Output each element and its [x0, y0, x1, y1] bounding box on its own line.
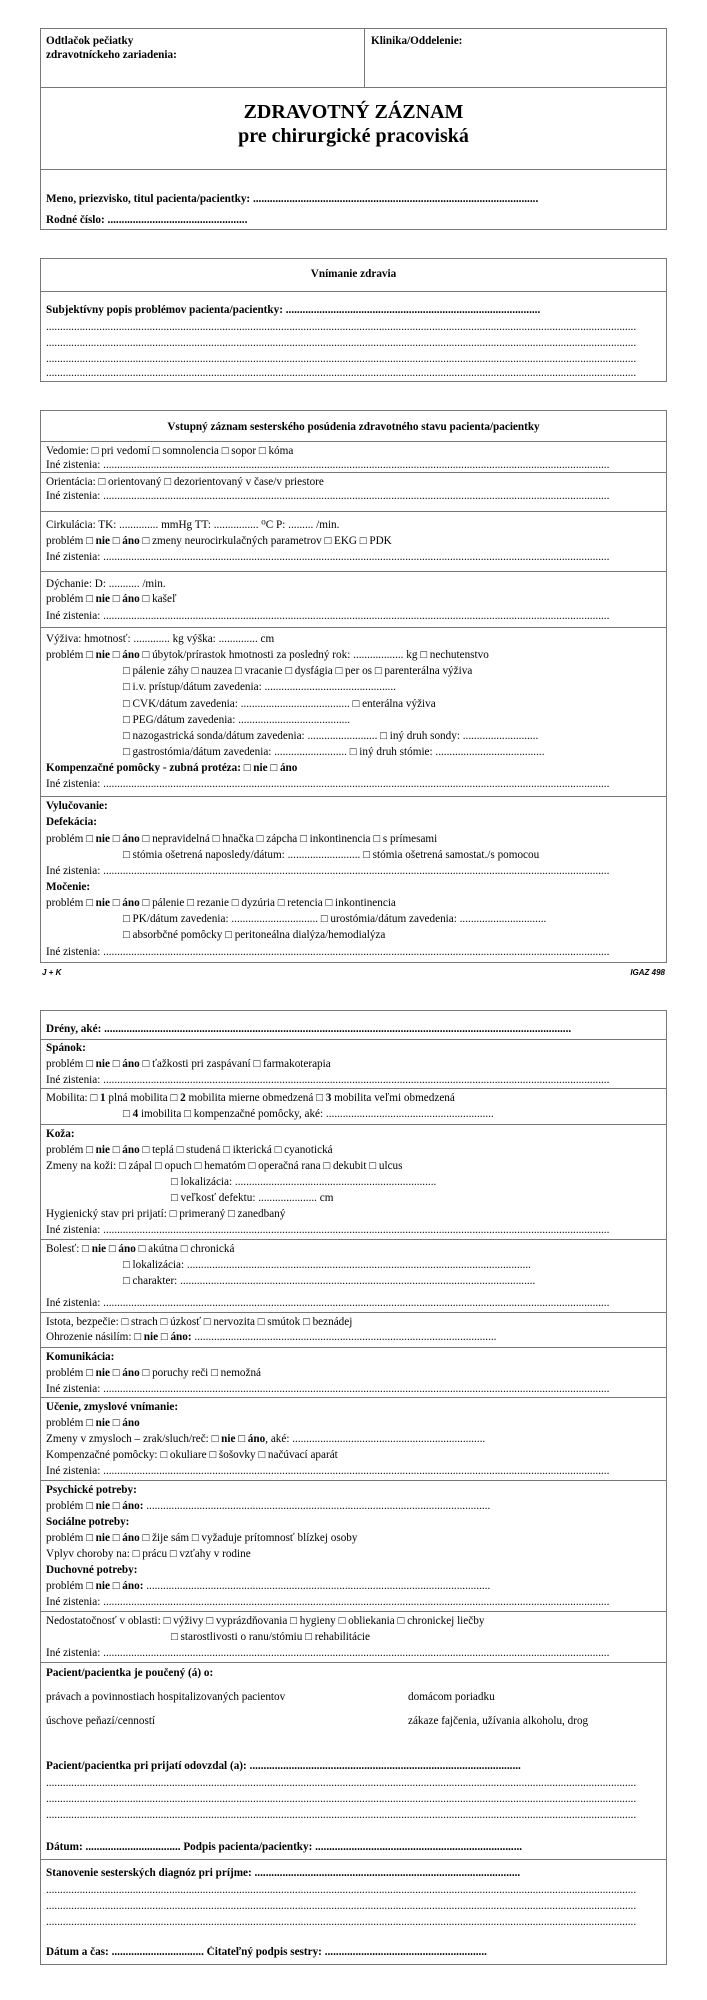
psych-heading: Psychické potreby: [46, 1484, 137, 1496]
assessment-block [40, 410, 667, 963]
istota-row[interactable]: Istota, bezpečie: □ strach □ úzkosť □ nervozita □ smútok □ beznádej [46, 1316, 353, 1328]
date-signature-row[interactable]: Dátum: .................................. Podpis pacienta/pacientky: .......................................................................... [46, 1841, 523, 1853]
vyziva-option[interactable]: □ i.v. prístup/dátum zavedenia: ............................................... [123, 681, 396, 693]
mocenie-option[interactable]: □ PK/dátum zavedenia: ............................... □ urostómia/dátum zavedenia: ............................... [123, 913, 547, 925]
other-findings[interactable]: Iné zistenia: ..................................................................................................................................................................................... [46, 459, 610, 471]
other-findings[interactable]: Iné zistenia: ..................................................................................................................................................................................... [46, 1074, 610, 1086]
spanok-problem[interactable]: problém □ nie □ áno □ ťažkosti pri zaspávaní □ farmakoterapia [46, 1058, 331, 1070]
komunikacia-problem[interactable]: problém □ nie □ áno □ poruchy reči □ nemožná [46, 1367, 262, 1379]
deficiency-option[interactable]: □ starostlivosti o ranu/stómiu □ rehabilitácie [171, 1631, 371, 1643]
education-item[interactable]: zákaze fajčenia, užívania alkoholu, drog [408, 1715, 589, 1727]
vyziva-option[interactable]: □ pálenie záhy □ nauzea □ vracanie □ dysfágia □ per os □ parenterálna výživa [123, 665, 473, 677]
deficiency-row[interactable]: Nedostatočnosť v oblasti: □ výživy □ vyprázdňovania □ hygieny □ obliekania □ chronickej liečby [46, 1615, 485, 1627]
skin-changes-row[interactable]: Zmeny na koži: □ zápal □ opuch □ hematóm □ operačná rana □ dekubit □ ulcus [46, 1160, 403, 1172]
social-heading: Sociálne potreby: [46, 1516, 130, 1528]
mobilita-row[interactable]: Mobilita: □ 1 plná mobilita □ 2 mobilita mierne obmedzená □ 3 mobilita veľmi obmedzená [46, 1092, 455, 1104]
psych-problem[interactable]: problém □ nie □ áno: ........................................................................................................................... [46, 1500, 491, 1512]
health-perception-block [40, 258, 667, 382]
education-item[interactable]: právach a povinnostiach hospitalizovaných pacientov [46, 1691, 286, 1703]
mobilita-option[interactable]: □ 4 imobilita □ kompenzačné pomôcky, aké: ............................................................ [123, 1108, 494, 1120]
vyziva-option[interactable]: □ PEG/dátum zavedenia: ........................................ [123, 714, 351, 726]
vyziva-option[interactable]: □ CVK/dátum zavedenia: ....................................... □ enterálna výživa [123, 698, 436, 710]
other-findings[interactable]: Iné zistenia: ..................................................................................................................................................................................... [46, 778, 610, 790]
other-findings[interactable]: Iné zistenia: ..................................................................................................................................................................................... [46, 551, 610, 563]
birth-number-field[interactable]: Rodné číslo: .................................................. [46, 214, 248, 226]
education-item[interactable]: úschove peňazí/cenností [46, 1715, 156, 1727]
illness-impact-row[interactable]: Vplyv choroby na: □ prácu □ vzťahy v rodine [46, 1548, 251, 1560]
cirkulacia-row[interactable]: Cirkulácia: TK: .............. mmHg TT: ................ ⁰C P: ......... /min. [46, 519, 340, 531]
form-title: ZDRAVOTNÝ ZÁZNAM [243, 101, 464, 123]
mocenie-problem[interactable]: problém □ nie □ áno □ pálenie □ rezanie □ dyzúria □ retencia □ inkontinencia [46, 897, 396, 909]
defekacia-problem[interactable]: problém □ nie □ áno □ nepravidelná □ hnačka □ zápcha □ inkontinencia □ s prímesami [46, 833, 438, 845]
skin-option[interactable]: □ lokalizácia: ........................................................................ [171, 1176, 437, 1188]
dotted-line[interactable]: ................................................................................................................................................................................................................... [46, 367, 637, 379]
section-title: Vnímanie zdravia [310, 268, 397, 280]
education-item[interactable]: domácom poriadku [408, 1691, 495, 1703]
other-findings[interactable]: Iné zistenia: ..................................................................................................................................................................................... [46, 490, 610, 502]
nursing-diagnoses-field[interactable]: Stanovenie sesterských diagnóz pri príjme: ............................................................................................... [46, 1867, 521, 1879]
komunikacia-heading: Komunikácia: [46, 1351, 115, 1363]
dychanie-problem[interactable]: problém □ nie □ áno □ kašeľ [46, 593, 177, 605]
other-findings[interactable]: Iné zistenia: ..................................................................................................................................................................................... [46, 946, 610, 958]
pain-option[interactable]: □ lokalizácia: ........................................................................................................................... [123, 1259, 531, 1271]
spiritual-problem[interactable]: problém □ nie □ áno: ........................................................................................................................... [46, 1580, 491, 1592]
dental-prosthesis-row[interactable]: Kompenzačné pomôcky - zubná protéza: □ nie □ áno [46, 762, 298, 774]
datetime-nurse-signature-row[interactable]: Dátum a čas: ................................. Čitateľný podpis sestry: .......................................................... [46, 1946, 487, 1958]
stamp-label-2: zdravotníckeho zariadenia: [46, 49, 177, 61]
ucenie-problem[interactable]: problém □ nie □ áno [46, 1417, 140, 1429]
defekacia-option[interactable]: □ stómia ošetrená naposledy/dátum: .......................... □ stómia ošetrená samostat./s pomocou [123, 849, 540, 861]
hygiene-row[interactable]: Hygienický stav pri prijatí: □ primeraný □ zanedbaný [46, 1208, 286, 1220]
other-findings[interactable]: Iné zistenia: ..................................................................................................................................................................................... [46, 1297, 610, 1309]
header-separator [41, 87, 666, 88]
section-title: Vstupný záznam sesterského posúdenia zdravotného stavu pacienta/pacientky [167, 421, 540, 433]
defekacia-heading: Defekácia: [46, 816, 97, 828]
dotted-line[interactable]: ................................................................................................................................................................................................................... [46, 1809, 637, 1821]
vedomie-row[interactable]: Vedomie: □ pri vedomí □ somnolencia □ sopor □ kóma [46, 445, 294, 457]
dychanie-row[interactable]: Dýchanie: D: ........... /min. [46, 578, 166, 590]
form-subtitle: pre chirurgické pracoviská [238, 125, 469, 147]
dotted-line[interactable]: ................................................................................................................................................................................................................... [46, 337, 637, 349]
handover-field[interactable]: Pacient/pacientka pri prijatí odovzdal (a): ................................................................................................. [46, 1760, 521, 1772]
other-findings[interactable]: Iné zistenia: ..................................................................................................................................................................................... [46, 1465, 610, 1477]
spanok-heading: Spánok: [46, 1042, 86, 1054]
subjective-field[interactable]: Subjektívny popis problémov pacienta/pacientky: ........................................................................................... [46, 304, 541, 316]
orientacia-row[interactable]: Orientácia: □ orientovaný □ dezorientovaný v čase/v priestore [46, 476, 324, 488]
vyziva-option[interactable]: □ nazogastrická sonda/dátum zavedenia: ......................... □ iný druh sondy: ........................... [123, 730, 539, 742]
footer-right: IGAZ 498 [630, 968, 665, 977]
social-problem[interactable]: problém □ nie □ áno □ žije sám □ vyžaduje prítomnosť blízkej osoby [46, 1532, 358, 1544]
aids-row[interactable]: Kompenzačné pomôcky: □ okuliare □ šošovky □ načúvací aparát [46, 1449, 338, 1461]
title-separator [41, 169, 666, 170]
vylucovanie-heading: Vylučovanie: [46, 800, 108, 812]
drains-field[interactable]: Drény, aké: ....................................................................................................................................................................... [46, 1023, 572, 1035]
other-findings[interactable]: Iné zistenia: ..................................................................................................................................................................................... [46, 865, 610, 877]
ucenie-heading: Učenie, zmyslové vnímanie: [46, 1401, 179, 1413]
header-divider [364, 29, 365, 87]
senses-row[interactable]: Zmeny v zmysloch – zrak/sluch/reč: □ nie □ áno, aké: ..................................................................... [46, 1433, 486, 1445]
dotted-line[interactable]: ................................................................................................................................................................................................................... [46, 1793, 637, 1805]
koza-problem[interactable]: problém □ nie □ áno □ teplá □ studená □ ikterická □ cyanotická [46, 1144, 333, 1156]
patient-name-field[interactable]: Meno, priezvisko, titul pacienta/pacientky: ...................................................................................................... [46, 193, 539, 205]
vyziva-problem[interactable]: problém □ nie □ áno □ úbytok/prírastok hmotnosti za posledný rok: .................. kg □ nechutenstvo [46, 649, 489, 661]
other-findings[interactable]: Iné zistenia: ..................................................................................................................................................................................... [46, 1224, 610, 1236]
spiritual-heading: Duchovné potreby: [46, 1564, 138, 1576]
pain-option[interactable]: □ charakter: ............................................................................................................................... [123, 1275, 536, 1287]
koza-heading: Koža: [46, 1128, 75, 1140]
section-separator [41, 291, 666, 292]
other-findings[interactable]: Iné zistenia: ..................................................................................................................................................................................... [46, 610, 610, 622]
other-findings[interactable]: Iné zistenia: ..................................................................................................................................................................................... [46, 1383, 610, 1395]
education-heading: Pacient/pacientka je poučený (á) o: [46, 1667, 214, 1679]
ohrozenie-row[interactable]: Ohrozenie násilím: □ nie □ áno: ............................................................................................................ [46, 1331, 497, 1343]
mocenie-heading: Močenie: [46, 881, 91, 893]
dotted-line[interactable]: ................................................................................................................................................................................................................... [46, 1777, 637, 1789]
footer-left: J + K [42, 968, 62, 977]
other-findings[interactable]: Iné zistenia: ..................................................................................................................................................................................... [46, 1647, 610, 1659]
dotted-line[interactable]: ................................................................................................................................................................................................................... [46, 1916, 637, 1928]
bolest-row[interactable]: Bolesť: □ nie □ áno □ akútna □ chronická [46, 1243, 235, 1255]
dotted-line[interactable]: ................................................................................................................................................................................................................... [46, 1884, 637, 1896]
mocenie-option[interactable]: □ absorbčné pomôcky □ peritoneálna dialýza/hemodialýza [123, 929, 386, 941]
dotted-line[interactable]: ................................................................................................................................................................................................................... [46, 1900, 637, 1912]
header-block [40, 28, 667, 230]
vyziva-option[interactable]: □ gastrostómia/dátum zavedenia: .......................... □ iný druh stómie: ....................................... [123, 746, 545, 758]
skin-option[interactable]: □ veľkosť defektu: ..................... cm [171, 1192, 334, 1204]
other-findings[interactable]: Iné zistenia: ..................................................................................................................................................................................... [46, 1596, 610, 1608]
assessment-continued-block [40, 1010, 667, 1965]
vyziva-row[interactable]: Výživa: hmotnosť: ............. kg výška: .............. cm [46, 633, 275, 645]
dotted-line[interactable]: ................................................................................................................................................................................................................... [46, 321, 637, 333]
cirkulacia-problem[interactable]: problém □ nie □ áno □ zmeny neurocirkulačných parametrov □ EKG □ PDK [46, 535, 392, 547]
stamp-label: Odtlačok pečiatky [46, 35, 134, 47]
dotted-line[interactable]: ................................................................................................................................................................................................................... [46, 353, 637, 365]
clinic-label: Klinika/Oddelenie: [371, 35, 463, 47]
